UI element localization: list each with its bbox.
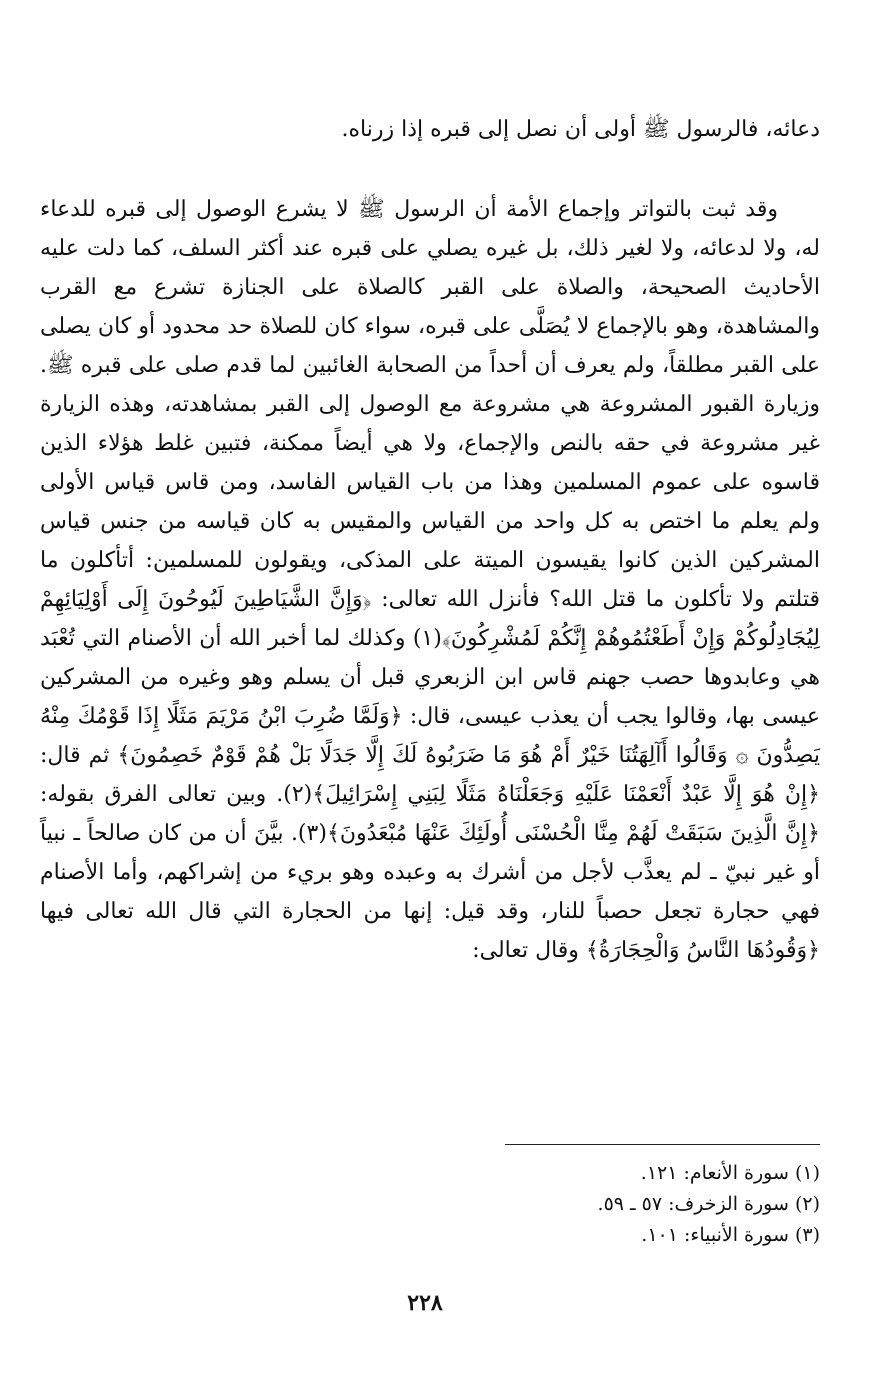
footnote-divider [505,1144,820,1145]
page-number: ٢٢٨ [407,1290,443,1316]
footnote-2: (٢) سورة الزخرف: ٥٧ ـ ٥٩. [597,1193,820,1215]
intro-paragraph: دعائه، فالرسول ﷺ أولى أن نصل إلى قبره إذا زرناه. [341,117,820,142]
main-paragraph: وقد ثبت بالتواتر وإجماع الأمة أن الرسول ﷺ لا يشرع الوصول إلى قبره للدعاء له، ولا لدعائه، ولا لغير ذلك، بل غيره يصلي على قبره عند أكثر السلف، كما دلت عليه الأحاديث الصحيحة، والصلاة على القبر كالصلاة على الجنازة تشرع مع القرب والمشاهدة، وهو بالإجماع لا يُصَلَّى على قبره، سواء كان للصلاة حد محدود أو كان يصلى على القبر مطلقاً، ولم يعرف أن أحداً من الصحابة الغائبين لما قدم صلى على قبره ﷺ. وزيارة القبور المشروعة هي مشروعة مع الوصول إلى القبر بمشاهدته، وهذه الزيارة غير مشروعة في حقه بالنص والإجماع، ولا هي أيضاً ممكنة، فتبين غلط هؤلاء الذين قاسوه على عموم المسلمين وهذا من باب القياس الفاسد، ومن قاس قياس الأولى ولم يعلم ما اختص به كل واحد من القياس والمقيس به كان قياسه من جنس قياس المشركين الذين كانوا يقيسون الميتة على المذكى، ويقولون للمسلمين: أتأكلون ما قتلتم ولا تأكلون ما قتل الله؟ فأنزل الله تعالى: ﴿وَإِنَّ الشَّيَاطِينَ لَيُوحُونَ إِلَى أَوْلِيَائِهِمْ لِيُجَادِلُوكُمْ وَإِنْ أَطَعْتُمُوهُمْ إِنَّكُمْ لَمُشْرِكُونَ﴾(١) وكذلك لما أخبر الله أن الأصنام التي تُعْبَد هي وعابدوها حصب جهنم قاس ابن الزبعري قبل أن يسلم وهو وغيره من المشركين عيسى بها، وقالوا يجب أن يعذب عيسى، قال: ﴿وَلَمَّا ضُرِبَ ابْنُ مَرْيَمَ مَثَلًا إِذَا قَوْمُكَ مِنْهُ يَصِدُّونَ ۞ وَقَالُوا أَآلِهَتُنَا خَيْرٌ أَمْ هُوَ مَا ضَرَبُوهُ لَكَ إِلَّا جَدَلًا بَلْ هُمْ قَوْمٌ خَصِمُونَ﴾ ثم قال: ﴿إِنْ هُوَ إِلَّا عَبْدٌ أَنْعَمْنَا عَلَيْهِ وَجَعَلْنَاهُ مَثَلًا لِبَنِي إِسْرَائِيلَ﴾(٢). وبين تعالى الفرق بقوله: ﴿إِنَّ الَّذِينَ سَبَقَتْ لَهُمْ مِنَّا الْحُسْنَى أُولَئِكَ عَنْهَا مُبْعَدُونَ﴾(٣). بيَّنَ أن من كان صالحاً ـ نبياً أو غير نبيّ ـ لم يعذَّب لأجل من أشرك به وعبده وهو بريء من إشراكهم، وأما الأصنام فهي حجارة تجعل حصباً للنار، وقد قيل: إنها من الحجارة التي قال الله تعالى فيها ﴿وَقُودُهَا النَّاسُ وَالْحِجَارَةُ﴾ وقال تعالى: [40,197,821,963]
footnote-1: (١) سورة الأنعام: ١٢١. [640,1162,820,1184]
footnote-3: (٣) سورة الأنبياء: ١٠١. [641,1224,820,1246]
footnotes [300,1158,820,1251]
